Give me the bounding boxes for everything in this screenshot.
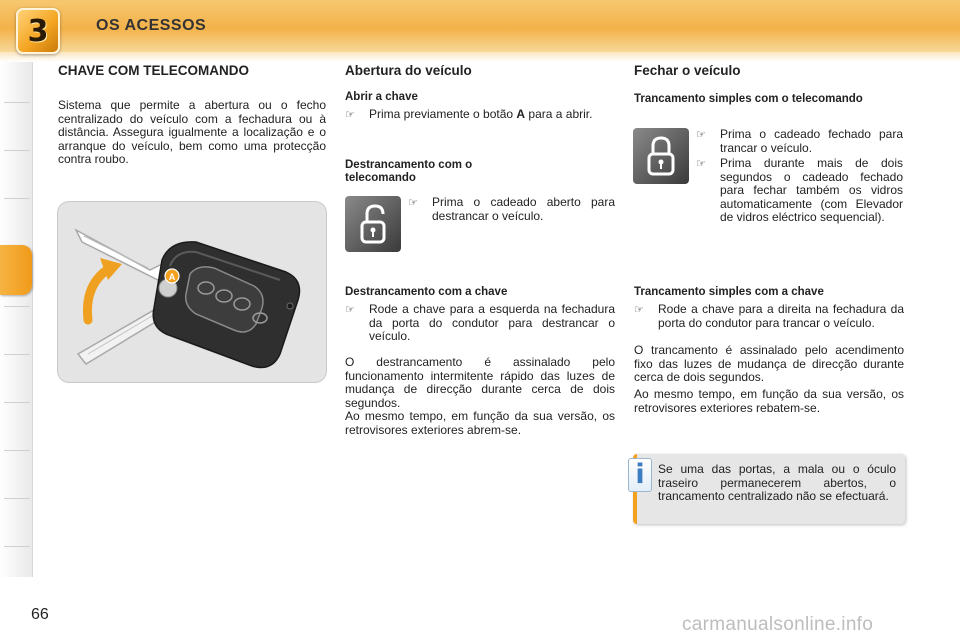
heading-key-lock: Trancamento simples com a chave: [634, 286, 824, 298]
tab-divider: [4, 150, 30, 151]
header-fade: [0, 52, 960, 62]
heading-remote-lock: Trancamento simples com o telecomando: [634, 93, 863, 105]
section-title-opening: Abertura do veículo: [345, 63, 472, 78]
bullet-remote-unlock: [408, 196, 615, 223]
key-illustration: [57, 201, 327, 383]
bullet-key-unlock: [345, 303, 615, 344]
hand-pointer-icon: ☞: [345, 108, 355, 121]
chapter-badge: [16, 8, 60, 54]
hand-pointer-icon: ☞: [696, 157, 706, 170]
info-icon: i: [628, 458, 652, 492]
tab-divider: [4, 306, 30, 307]
section-title-remote-key: CHAVE COM TELECOMANDO: [58, 63, 249, 78]
padlock-open-icon: [345, 196, 401, 252]
padlock-closed-icon: [633, 128, 689, 184]
unlock-mirrors-text: Ao mesmo tempo, em função da sua versão, os retrovisores exteriores abrem-se.: [345, 409, 615, 437]
tab-divider: [4, 402, 30, 403]
chapter-number: 3: [27, 13, 49, 49]
tab-divider: [4, 102, 30, 103]
bullet-text: para a abrir.: [525, 107, 593, 121]
tab-divider: [4, 354, 30, 355]
heading-open-key: Abrir a chave: [345, 91, 418, 103]
section-title-closing: Fechar o veículo: [634, 63, 741, 78]
lock-mirrors-text: Ao mesmo tempo, em função da sua versão, os retrovisores exteriores rebatem-se.: [634, 387, 904, 415]
bullet-text: Prima durante mais de dois segundos o cadeado fechado para fechar também os vidros automaticamente (com Elevador de vidros eléctrico sequencial).: [720, 156, 903, 224]
key-ring-hole: [287, 303, 293, 309]
unlock-signal-text: O destrancamento é assinalado pelo funcionamento intermitente rápido das luzes de mudança de direcção durante cerca de dois segundos.: [345, 355, 615, 410]
page-number: 66: [31, 606, 49, 623]
hand-pointer-icon: ☞: [696, 128, 706, 141]
tab-divider: [4, 450, 30, 451]
bullet-key-lock: [634, 303, 904, 330]
hand-pointer-icon: ☞: [345, 303, 355, 316]
watermark: carmanualsonline.info: [682, 614, 874, 635]
heading-remote-unlock: Destrancamento com o telecomando: [345, 159, 473, 184]
hand-pointer-icon: ☞: [634, 303, 644, 316]
bullet-text: Rode a chave para a esquerda na fechadura da porta do condutor para destrancar o veículo.: [369, 302, 615, 343]
bullet-remote-lock-windows: [696, 157, 903, 225]
key-blade-extended-groove: [88, 316, 152, 354]
bullet-text: Prima o cadeado aberto para destrancar o veículo.: [432, 195, 615, 223]
chapter-title: OS ACESSOS: [96, 17, 207, 34]
bullet-open-key: [345, 108, 615, 122]
bullet-text: Rode a chave para a direita na fechadura da porta do condutor para trancar o veículo.: [658, 302, 904, 330]
bullet-remote-lock: [696, 128, 903, 155]
lock-signal-text: O trancamento é assinalado pelo acendimento fixo das luzes de mudança de direcção durante cerca de dois segundos.: [634, 343, 904, 384]
bullet-text: Prima previamente o botão: [369, 107, 517, 121]
remote-key-intro: Sistema que permite a abertura ou o fecho centralizado do veículo com a fechadura ou à distância. Assegura igualmente a localização e o arranque do veículo, bem como uma protecção contra roubo.: [58, 98, 326, 166]
heading-key-unlock: Destrancamento com a chave: [345, 286, 508, 298]
bullet-text: Prima o cadeado fechado para trancar o veículo.: [720, 127, 903, 155]
tab-divider: [4, 198, 30, 199]
tab-divider: [4, 498, 30, 499]
tab-divider: [4, 546, 30, 547]
button-a-ref: A: [516, 107, 526, 121]
button-a-label: A: [168, 272, 176, 282]
chapter-tab-strip: [0, 62, 33, 577]
chapter-tab-active[interactable]: [0, 245, 32, 295]
info-text: Se uma das portas, a mala ou o óculo traseiro permanecerem abertos, o trancamento centralizado não se efectuará.: [658, 462, 896, 503]
hand-pointer-icon: ☞: [408, 196, 418, 209]
